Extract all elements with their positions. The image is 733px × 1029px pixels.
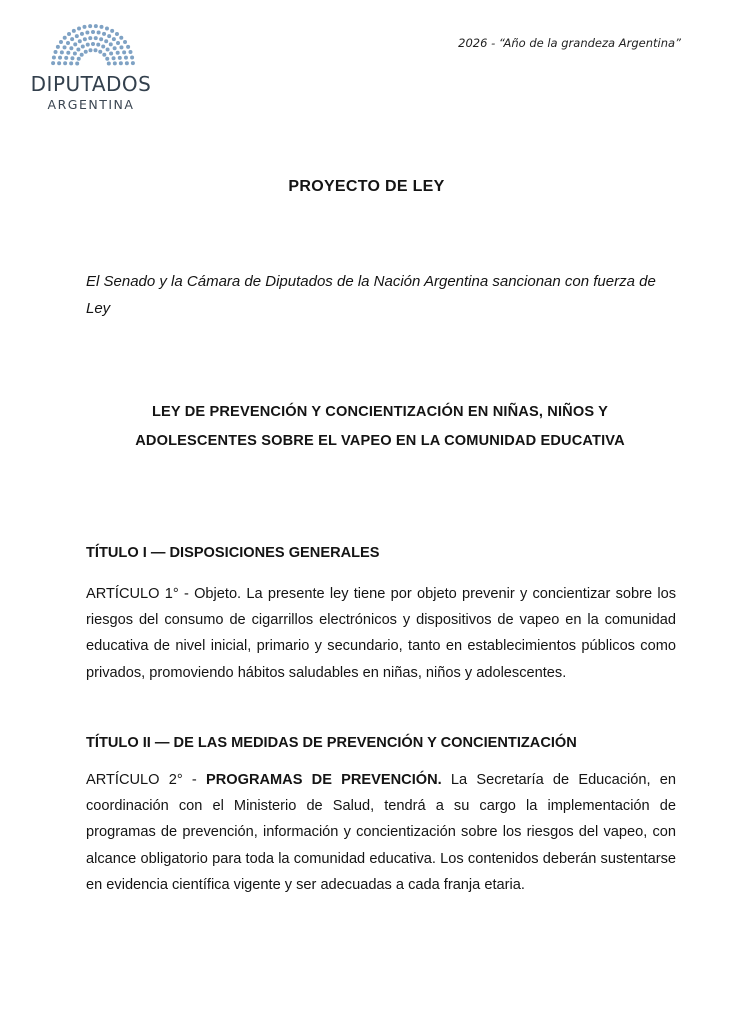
article-2-text: La Secretaría de Educación, en coordinación con el Ministerio de Salud, tendrá a su cargo la implementación de programas de prevención, información y concientización sobre los riesgos del vapeo, con alcance obligatorio para toda la comunidad educativa. Los contenidos deberán sustentarse en evidencia científica vigente y ser adecuadas a cada franja etaria. [86, 772, 676, 893]
seat-dot [119, 36, 123, 40]
seat-dot [94, 48, 98, 52]
seat-dot [59, 40, 63, 44]
law-title [90, 398, 670, 456]
seat-dot [94, 24, 98, 28]
seat-dot [119, 45, 123, 49]
seat-dot [85, 30, 89, 34]
seat-dot [70, 37, 74, 41]
seat-dot [100, 25, 104, 29]
seat-dot [66, 51, 70, 55]
seat-dot [98, 50, 102, 54]
seat-dot [105, 57, 109, 61]
seat-dot [77, 27, 81, 31]
seat-dot [123, 40, 127, 44]
seat-dot [94, 36, 98, 40]
seat-dot [112, 37, 116, 41]
seat-dot [56, 45, 60, 49]
seat-dot [110, 29, 114, 33]
seat-dot [125, 61, 129, 65]
logo-name: DIPUTADOS [30, 72, 152, 96]
seat-dot [58, 56, 62, 60]
seat-dot [80, 53, 84, 57]
seat-dot [57, 61, 61, 65]
seat-dot [77, 57, 81, 61]
seat-dot [104, 39, 108, 43]
seat-dot [81, 45, 85, 49]
seat-dot [75, 34, 79, 38]
seat-dot [115, 32, 119, 36]
seat-dot [69, 61, 73, 65]
seat-dot [102, 53, 106, 57]
article-2-label: ARTÍCULO 2° - [86, 772, 206, 788]
seat-dot [107, 62, 111, 66]
seat-dot [63, 45, 67, 49]
seat-dot [130, 56, 134, 60]
seat-dot [113, 46, 117, 50]
seat-dot [76, 48, 80, 52]
seat-dot [52, 56, 56, 60]
seat-dot [112, 56, 116, 60]
seat-dot [73, 42, 77, 46]
seat-dot [83, 37, 87, 41]
section-heading-1: TÍTULO I — DISPOSICIONES GENERALES [86, 545, 380, 561]
seat-dot [70, 56, 74, 60]
seat-dot [97, 30, 101, 34]
diputados-logo [30, 22, 160, 117]
seat-dot [109, 52, 113, 56]
article-2-lead: PROGRAMAS DE PREVENCIÓN. [205, 772, 442, 788]
seat-dot [116, 51, 120, 55]
seat-dot [64, 56, 68, 60]
seat-dot [91, 42, 95, 46]
seat-dot [99, 37, 103, 41]
seat-dot [128, 50, 132, 54]
seat-dot [86, 43, 90, 47]
seat-dot [109, 42, 113, 46]
law-title-line-1: LEY DE PREVENCIÓN Y CONCIENTIZACIÓN EN NIÑAS, NIÑOS Y [151, 404, 609, 420]
seat-dot [105, 27, 109, 31]
article-1-label: ARTÍCULO 1° - [86, 586, 195, 602]
seat-dot [63, 36, 67, 40]
page-header [0, 0, 733, 130]
seat-dot [122, 50, 126, 54]
seat-dot [131, 61, 135, 65]
section-heading-2: TÍTULO II — DE LAS MEDIDAS DE PREVENCIÓN Y CONCIENTIZACIÓN [86, 735, 577, 751]
seat-dot [107, 34, 111, 38]
year-motto: 2026 - “Año de la grandeza Argentina” [458, 36, 681, 50]
seat-dot [113, 61, 117, 65]
seat-dot [72, 29, 76, 33]
seat-dot [116, 41, 120, 45]
seat-dot [106, 48, 110, 52]
seat-dot [83, 25, 87, 29]
law-title-line-2: ADOLESCENTES SOBRE EL VAPEO EN LA COMUNIDAD EDUCATIVA [135, 433, 625, 449]
seat-dot [118, 56, 122, 60]
seat-dot [88, 24, 92, 28]
enacting-clause: El Senado y la Cámara de Diputados de la Nación Argentina sancionan con fuerza de Ley [86, 273, 656, 317]
seat-dot [66, 41, 70, 45]
seat-dot [67, 32, 71, 36]
document-title: PROYECTO DE LEY [288, 178, 445, 195]
seat-dot [51, 61, 55, 65]
seat-dot [63, 61, 67, 65]
seat-dot [126, 45, 130, 49]
seat-dot [91, 30, 95, 34]
seat-dot [78, 39, 82, 43]
seat-dot [102, 32, 106, 36]
seat-dot [101, 45, 105, 49]
seat-dot [73, 52, 77, 56]
article-1-text: Objeto. La presente ley tiene por objeto prevenir y concientizar sobre los riesgos del consumo de cigarrillos electrónicos y dispositivos de vapeo en la comunidad educativa de nivel inicial, primario y secundario, tanto en establecimientos públicos como privados, promoviendo hábitos saludables en niñas, niños y adolescentes. [86, 586, 676, 681]
chamber-seats-icon [50, 22, 136, 68]
seat-dot [69, 46, 73, 50]
article-2 [86, 767, 676, 898]
seat-dot [54, 50, 58, 54]
seat-dot [124, 56, 128, 60]
seat-dot [84, 50, 88, 54]
seat-dot [89, 48, 93, 52]
seat-dot [119, 61, 123, 65]
seat-dot [96, 43, 100, 47]
logo-country: ARGENTINA [47, 97, 135, 112]
seat-dot [60, 50, 64, 54]
seat-dot [80, 32, 84, 36]
article-1 [86, 581, 676, 686]
seat-dot [75, 62, 79, 66]
seat-dot [88, 36, 92, 40]
